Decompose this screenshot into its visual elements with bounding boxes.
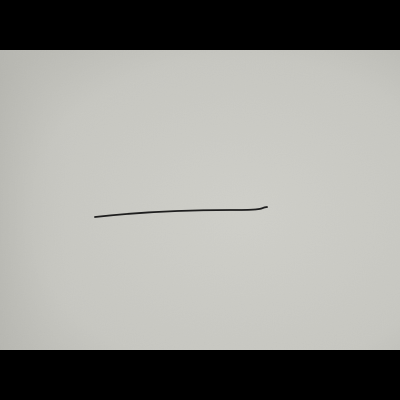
paper-photo xyxy=(0,50,400,350)
paper-texture xyxy=(0,50,400,350)
letterbox-bottom-bar xyxy=(0,350,400,400)
letterbox-top-bar xyxy=(0,0,400,50)
paper-canvas xyxy=(0,50,400,350)
